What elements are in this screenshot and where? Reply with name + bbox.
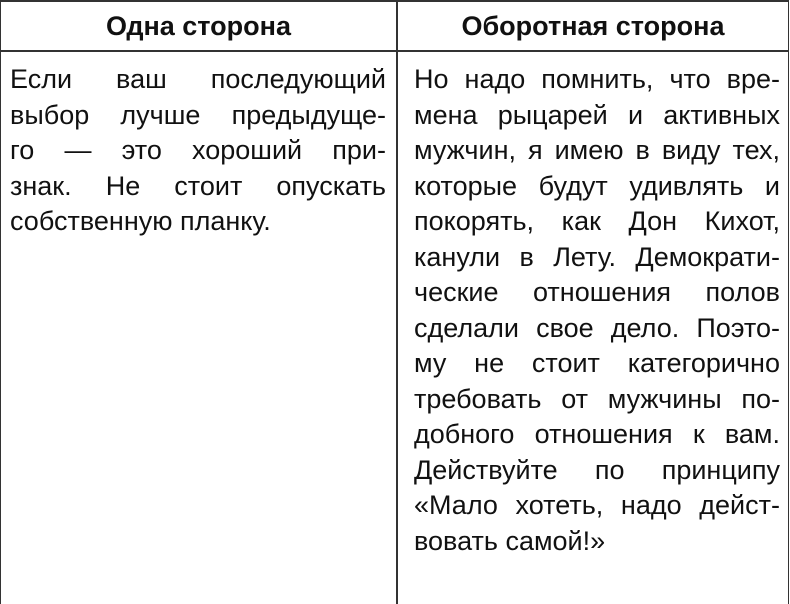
text-line: го — это хороший при- bbox=[10, 135, 386, 165]
text-line: покорять, как Дон Кихот, bbox=[414, 206, 780, 236]
header-divider bbox=[1, 50, 788, 52]
text-line: му не стоит категорично bbox=[414, 348, 780, 378]
header-one-side: Одна сторона bbox=[106, 11, 291, 41]
text-line: вовать самой!» bbox=[414, 525, 606, 556]
header-other-side: Оборотная сторона bbox=[461, 11, 725, 41]
text-line: Действуйте по принципу bbox=[414, 454, 780, 485]
right-cell-text bbox=[414, 62, 780, 559]
text-line: «Мало хотеть, надо дейст- bbox=[414, 490, 780, 520]
text-line: которые будут удивлять и bbox=[414, 170, 780, 201]
text-line: Если ваш последующий bbox=[10, 64, 386, 94]
text-line: ческие отношения полов bbox=[414, 277, 780, 307]
text-line: Но надо помнить, что вре- bbox=[414, 64, 780, 94]
text-line: выбор лучше предыдуще- bbox=[10, 99, 386, 130]
text-line: канули в Лету. Демократи- bbox=[414, 241, 780, 272]
text-line: мена рыцарей и активных bbox=[414, 99, 780, 130]
text-line: знак. Не стоит опускать bbox=[10, 170, 386, 201]
text-line: сделали свое дело. Поэто- bbox=[414, 312, 780, 343]
text-line: требовать от мужчины по- bbox=[414, 383, 780, 414]
text-line: добного отношения к вам. bbox=[414, 419, 780, 449]
text-line: мужчин, я имею в виду тех, bbox=[414, 135, 780, 165]
column-divider bbox=[396, 2, 398, 604]
text-line: собственную планку. bbox=[10, 206, 271, 236]
left-cell-text bbox=[10, 62, 386, 240]
